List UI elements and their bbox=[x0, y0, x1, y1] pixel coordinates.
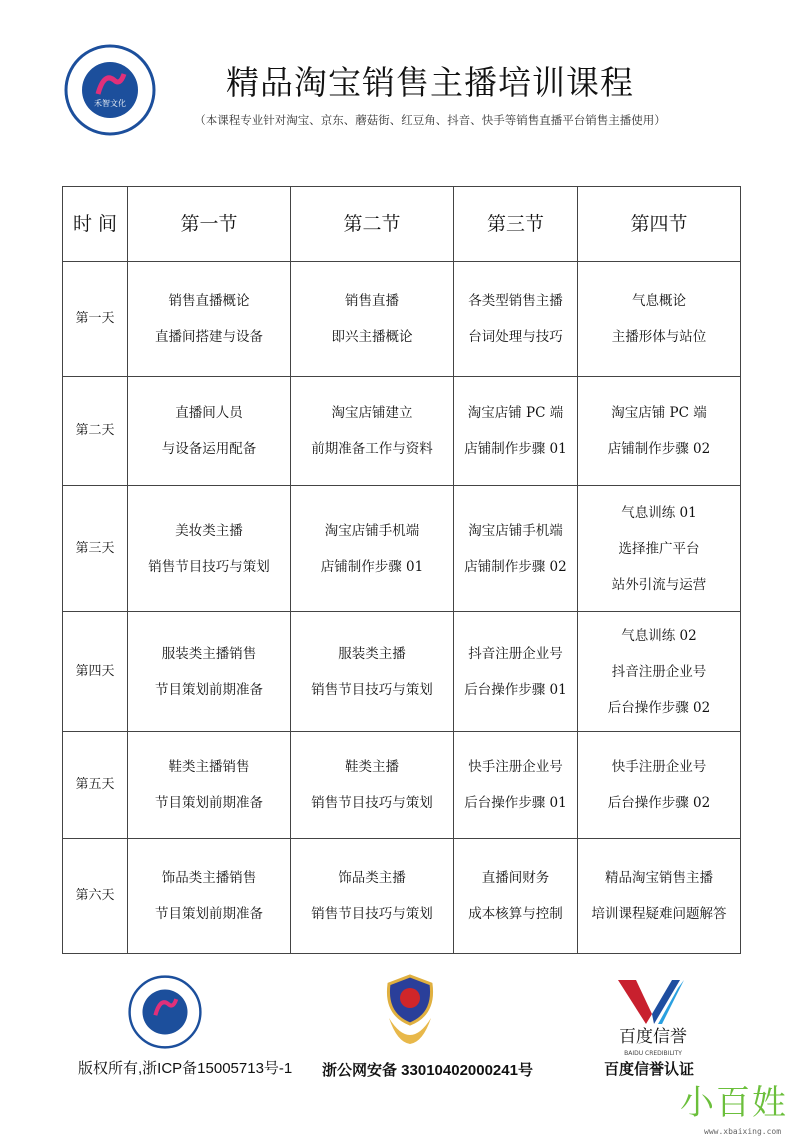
page-subtitle: （本课程专业针对淘宝、京东、蘑菇街、红豆角、抖音、快手等销售直播平台销售主播使用） bbox=[194, 113, 666, 127]
table-row bbox=[63, 486, 741, 612]
session-line: 后台操作步骤 01 bbox=[464, 795, 567, 811]
col-header: 时 间 bbox=[63, 187, 128, 262]
session-line: 淘宝店铺手机端 bbox=[324, 522, 420, 539]
session-cell bbox=[578, 486, 741, 612]
session-line: 台词处理与技巧 bbox=[468, 329, 563, 345]
session-cell bbox=[454, 839, 578, 954]
session-line: 销售直播概论 bbox=[168, 293, 250, 309]
session-line: 气息概论 bbox=[632, 293, 686, 309]
session-cell bbox=[291, 612, 454, 732]
session-line: 培训课程疑难问题解答 bbox=[591, 906, 727, 922]
schedule-table bbox=[62, 186, 741, 954]
session-line: 直播间财务 bbox=[481, 870, 550, 886]
session-line: 站外引流与运营 bbox=[611, 576, 707, 593]
session-line: 后台操作步骤 02 bbox=[607, 795, 711, 811]
session-cell bbox=[578, 839, 741, 954]
session-line: 节目策划前期准备 bbox=[155, 795, 263, 811]
session-cell bbox=[578, 262, 741, 377]
col-header: 第二节 bbox=[291, 187, 454, 262]
session-cell bbox=[128, 486, 291, 612]
baidu-cert: 百度信誉认证 bbox=[604, 1061, 695, 1078]
session-line: 淘宝店铺 PC 端 bbox=[611, 405, 707, 421]
watermark-text: 小百姓 bbox=[680, 1083, 788, 1123]
session-line: 快手注册企业号 bbox=[611, 759, 707, 775]
session-line: 主播形体与站位 bbox=[611, 329, 707, 345]
session-line: 即兴主播概论 bbox=[331, 329, 413, 345]
session-line: 店铺制作步骤 02 bbox=[464, 558, 567, 575]
session-line: 销售直播 bbox=[345, 293, 399, 309]
session-cell bbox=[454, 262, 578, 377]
session-line: 店铺制作步骤 01 bbox=[464, 441, 567, 457]
session-cell bbox=[454, 486, 578, 612]
session-line: 销售节目技巧与策划 bbox=[311, 795, 433, 811]
table-row bbox=[63, 732, 741, 839]
col-header: 第一节 bbox=[128, 187, 291, 262]
session-line: 服装类主播 bbox=[338, 645, 406, 662]
session-line: 后台操作步骤 02 bbox=[607, 699, 711, 716]
police-record: 浙公网安备 33010402000241号 bbox=[322, 1062, 533, 1079]
session-cell bbox=[454, 612, 578, 732]
hezhi-footer-logo bbox=[128, 975, 202, 1049]
session-line: 饰品类主播销售 bbox=[161, 870, 257, 886]
session-cell bbox=[291, 486, 454, 612]
session-line: 鞋类主播销售 bbox=[168, 759, 250, 775]
day-cell: 第五天 bbox=[63, 732, 128, 839]
session-cell bbox=[128, 732, 291, 839]
header-row bbox=[63, 187, 741, 262]
col-header: 第三节 bbox=[454, 187, 578, 262]
session-line: 后台操作步骤 01 bbox=[464, 681, 567, 698]
session-cell bbox=[291, 732, 454, 839]
day-cell: 第二天 bbox=[63, 377, 128, 486]
session-line: 精品淘宝销售主播 bbox=[605, 870, 713, 886]
table-row bbox=[63, 377, 741, 486]
icp-copyright: 版权所有,浙ICP备15005713号-1 bbox=[78, 1060, 293, 1077]
col-header: 第四节 bbox=[578, 187, 741, 262]
hezhi-logo bbox=[64, 44, 156, 136]
session-line: 淘宝店铺 PC 端 bbox=[467, 405, 564, 421]
session-line: 美妆类主播 bbox=[175, 522, 243, 539]
session-line: 各类型销售主播 bbox=[468, 293, 563, 309]
session-line: 前期准备工作与资料 bbox=[311, 441, 433, 457]
session-line: 淘宝店铺建立 bbox=[331, 405, 413, 421]
session-cell bbox=[578, 732, 741, 839]
day-cell: 第六天 bbox=[63, 839, 128, 954]
session-cell bbox=[291, 262, 454, 377]
table-row bbox=[63, 262, 741, 377]
police-emblem-icon bbox=[383, 974, 437, 1048]
table-row bbox=[63, 612, 741, 732]
session-line: 成本核算与控制 bbox=[468, 906, 563, 922]
day-cell: 第三天 bbox=[63, 486, 128, 612]
session-cell bbox=[128, 377, 291, 486]
baidu-v-icon bbox=[618, 978, 686, 1026]
session-line: 气息训练 01 bbox=[621, 504, 697, 521]
session-line: 抖音注册企业号 bbox=[611, 663, 707, 680]
baidu-logo-text: 百度信誉 bbox=[619, 1027, 687, 1047]
table-row bbox=[63, 839, 741, 954]
session-line: 节目策划前期准备 bbox=[155, 906, 263, 922]
session-cell bbox=[578, 612, 741, 732]
baidu-en: BAIDU CREDIBILITY bbox=[624, 1050, 682, 1057]
session-cell bbox=[454, 732, 578, 839]
session-cell bbox=[128, 612, 291, 732]
session-line: 销售节目技巧与策划 bbox=[311, 681, 433, 698]
session-line: 气息训练 02 bbox=[621, 627, 697, 644]
session-cell bbox=[291, 377, 454, 486]
svg-text:禾智文化: 禾智文化 bbox=[94, 99, 126, 108]
session-line: 与设备运用配备 bbox=[161, 441, 257, 457]
watermark bbox=[680, 1084, 788, 1122]
session-line: 饰品类主播 bbox=[338, 870, 406, 886]
session-line: 抖音注册企业号 bbox=[468, 645, 563, 662]
session-line: 服装类主播销售 bbox=[161, 645, 257, 662]
session-cell bbox=[128, 262, 291, 377]
session-line: 店铺制作步骤 02 bbox=[607, 441, 711, 457]
session-line: 选择推广平台 bbox=[618, 540, 700, 557]
session-line: 鞋类主播 bbox=[345, 759, 399, 775]
session-line: 销售节目技巧与策划 bbox=[148, 558, 270, 575]
session-cell bbox=[578, 377, 741, 486]
session-line: 节目策划前期准备 bbox=[155, 681, 263, 698]
session-line: 销售节目技巧与策划 bbox=[311, 906, 433, 922]
session-cell bbox=[454, 377, 578, 486]
session-cell bbox=[291, 839, 454, 954]
session-line: 店铺制作步骤 01 bbox=[320, 558, 424, 575]
session-line: 直播间人员 bbox=[175, 405, 243, 421]
day-cell: 第四天 bbox=[63, 612, 128, 732]
session-cell bbox=[128, 839, 291, 954]
session-line: 快手注册企业号 bbox=[468, 759, 563, 775]
session-line: 直播间搭建与设备 bbox=[155, 329, 263, 345]
watermark-url: www.xbaixing.com bbox=[704, 1127, 782, 1136]
session-line: 淘宝店铺手机端 bbox=[468, 522, 563, 539]
day-cell: 第一天 bbox=[63, 262, 128, 377]
page-title: 精品淘宝销售主播培训课程 bbox=[226, 63, 634, 102]
